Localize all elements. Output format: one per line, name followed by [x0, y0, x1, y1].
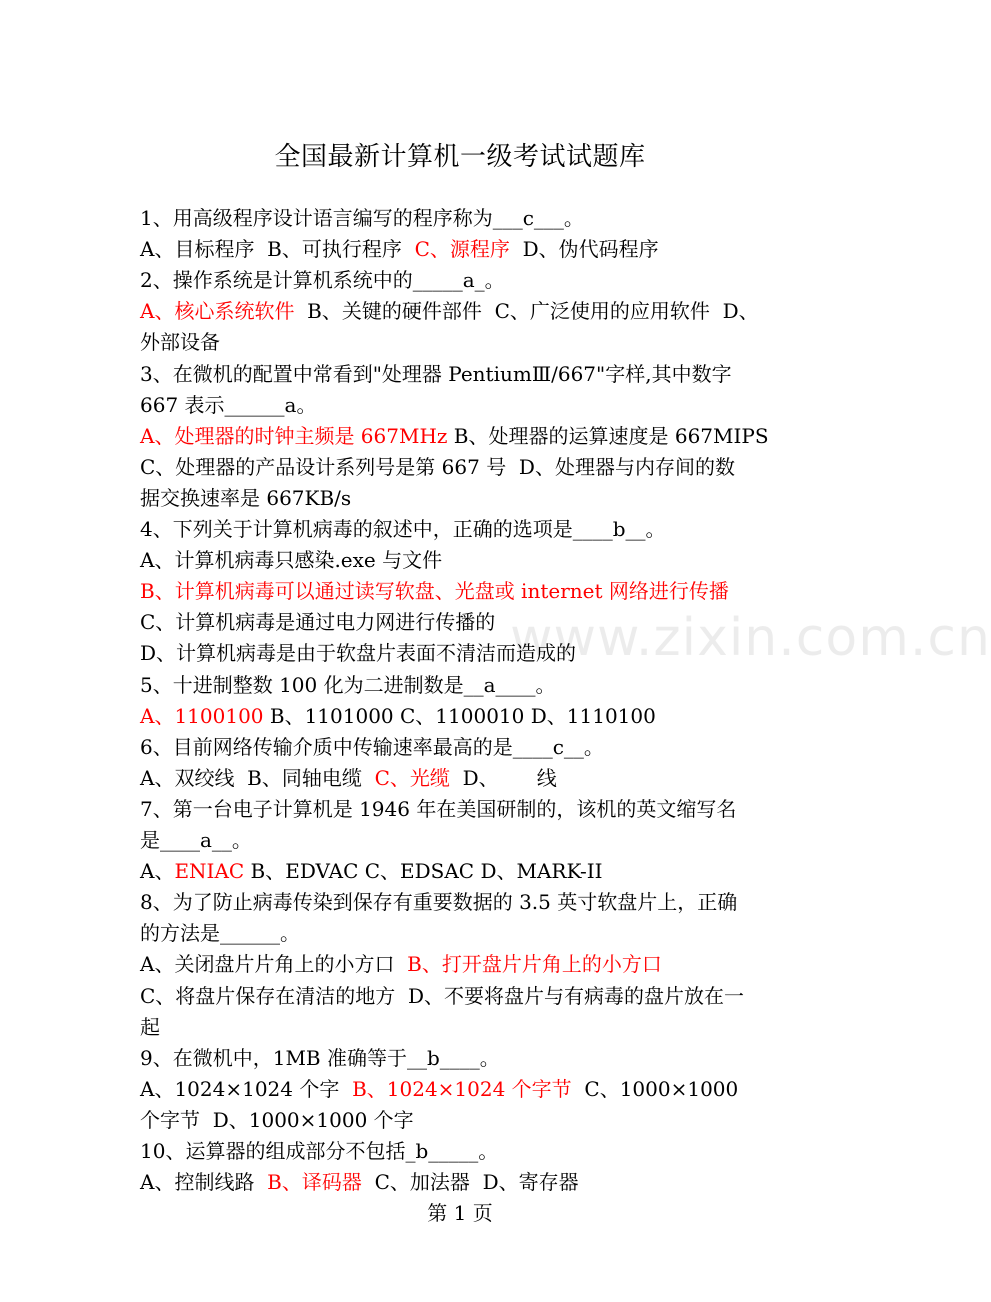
text-line: [140, 670, 800, 701]
question-text: 6、目前网络传输介质中传输速率最高的是____c__。: [140, 734, 604, 759]
question-text: A、1024×1024 个字: [140, 1076, 353, 1101]
question-text: A、计算机病毒只感染.exe 与文件: [140, 548, 443, 573]
question-text: 2、操作系统是计算机系统中的_____a_。: [140, 268, 505, 293]
question-text: A、双绞线 B、同轴电缆: [140, 765, 375, 790]
text-line: [140, 327, 800, 358]
question-text: 3、在微机的配置中常看到"处理器 PentiumⅢ/667"字样,其中数字: [140, 361, 732, 386]
text-line: [140, 607, 800, 638]
question-text: C、计算机病毒是通过电力网进行传播的: [140, 610, 496, 635]
text-line: [140, 794, 800, 825]
question-text: 的方法是______。: [140, 921, 300, 946]
text-line: [140, 576, 800, 607]
answer-text: B、计算机病毒可以通过读写软盘、光盘或 internet 网络进行传播: [140, 579, 729, 604]
answer-text: C、源程序: [414, 237, 510, 262]
text-line: [140, 1043, 800, 1074]
text-line: [140, 1012, 800, 1043]
question-text: C、将盘片保存在清洁的地方 D、不要将盘片与有病毒的盘片放在一: [140, 983, 745, 1008]
text-line: [140, 638, 800, 669]
question-text: 起: [140, 1014, 160, 1039]
question-text: B、处理器的运算速度是 667MIPS: [447, 423, 769, 448]
text-line: [140, 856, 800, 887]
text-line: [140, 359, 800, 390]
question-text: 据交换速率是 667KB/s: [140, 485, 352, 510]
question-text: B、EDVAC C、EDSAC D、MARK-II: [244, 859, 603, 884]
question-text: D、计算机病毒是由于软盘片表面不清洁而造成的: [140, 641, 577, 666]
watermark: www.zixin.com.cn: [510, 608, 991, 668]
text-line: [140, 452, 800, 483]
question-text: 8、为了防止病毒传染到保存有重要数据的 3.5 英寸软盘片上，正确: [140, 890, 738, 915]
question-text: C、1000×1000: [571, 1076, 739, 1101]
text-line: [140, 949, 800, 980]
question-text: D、伪代码程序: [509, 237, 659, 262]
question-text: A、控制线路: [140, 1170, 268, 1195]
question-text: A、目标程序 B、可执行程序: [140, 237, 415, 262]
text-line: [140, 545, 800, 576]
answer-text: ENIAC: [174, 859, 245, 884]
question-text: B、关键的硬件部件 C、广泛使用的应用软件 D、: [294, 299, 759, 324]
answer-text: B、1024×1024 个字节: [352, 1076, 572, 1101]
text-line: [140, 825, 800, 856]
text-line: [140, 918, 800, 949]
answer-text: C、光缆: [374, 765, 450, 790]
question-text: 个字节 D、1000×1000 个字: [140, 1107, 414, 1132]
question-text: 外部设备: [140, 330, 220, 355]
text-line: [140, 1136, 800, 1167]
answer-text: A、核心系统软件: [140, 299, 295, 324]
text-line: [140, 483, 800, 514]
question-text: 10、运算器的组成部分不包括_b_____。: [140, 1139, 499, 1163]
answer-text: A、处理器的时钟主频是 667MHz: [140, 423, 448, 448]
text-line: [140, 234, 800, 265]
text-line: [140, 1105, 800, 1136]
text-line: [140, 1074, 800, 1105]
text-line: [140, 514, 800, 545]
text-line: [140, 390, 800, 421]
document-title: 全国最新计算机一级考试试题库: [274, 142, 646, 172]
question-text: C、处理器的产品设计系列号是第 667 号 D、处理器与内存间的数: [140, 454, 735, 479]
text-line: [140, 203, 800, 234]
question-text: 7、第一台电子计算机是 1946 年在美国研制的，该机的英文缩写名: [140, 796, 737, 821]
text-line: [140, 732, 800, 763]
answer-text: A、1100100: [140, 703, 264, 728]
question-text: 9、在微机中，1MB 准确等于__b____。: [140, 1045, 500, 1070]
question-text: B、1101000 C、1100010 D、1110100: [263, 703, 656, 728]
answer-text: B、译码器: [267, 1170, 362, 1195]
page-number: 第 1 页: [427, 1201, 493, 1225]
text-line: [140, 701, 800, 732]
question-text: A、: [140, 859, 175, 884]
question-text: 5、十进制整数 100 化为二进制数是__a____。: [140, 672, 556, 697]
question-text: A、关闭盘片片角上的小方口: [140, 952, 408, 977]
question-text: 1、用高级程序设计语言编写的程序称为___c___。: [140, 206, 584, 230]
text-line: [140, 296, 800, 327]
text-line: [140, 421, 800, 452]
text-line: [140, 887, 800, 918]
text-line: [140, 981, 800, 1012]
text-line: [140, 1167, 800, 1198]
question-text: D、 线: [449, 765, 557, 790]
question-text: 4、下列关于计算机病毒的叙述中，正确的选项是____b__。: [140, 517, 666, 541]
text-line: [140, 763, 800, 794]
question-text: C、加法器 D、寄存器: [361, 1170, 579, 1195]
question-text: 是____a__。: [140, 828, 252, 852]
text-line: [140, 265, 800, 296]
question-text: 667 表示______a。: [140, 392, 317, 417]
answer-text: B、打开盘片片角上的小方口: [407, 952, 662, 977]
